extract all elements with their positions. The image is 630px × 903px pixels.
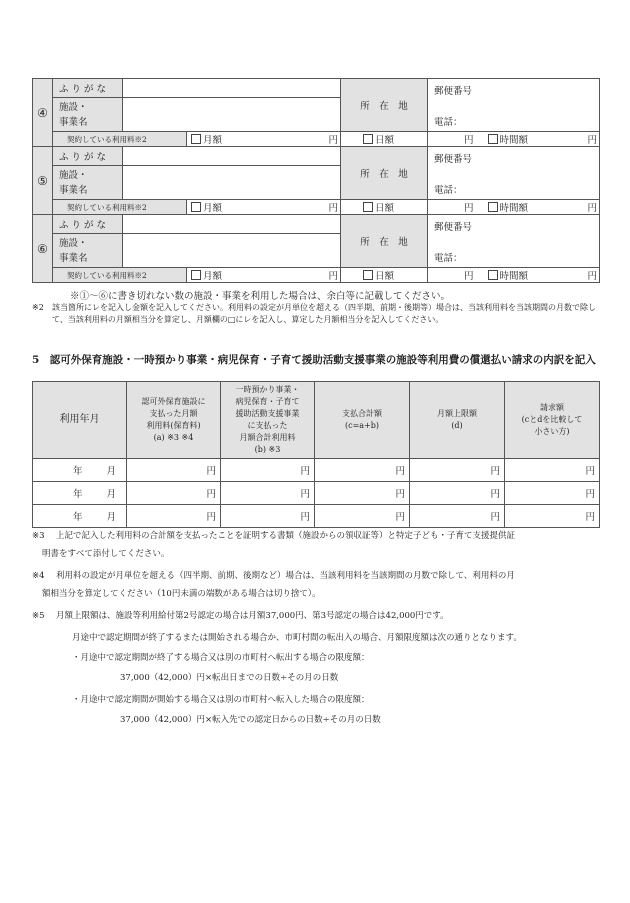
monthly-fee-cell[interactable]: 月額 円: [187, 200, 341, 215]
amount-cell[interactable]: [315, 505, 410, 528]
hourly-fee-cell[interactable]: 円 時間額 円: [428, 132, 600, 147]
notes: [32, 530, 602, 734]
contract-fee-label: 契約している利用料※2: [53, 200, 187, 215]
amount-cell[interactable]: [221, 482, 315, 505]
year-label: 年: [73, 512, 83, 523]
amount-cell[interactable]: [315, 459, 410, 482]
yen-label: 円: [300, 466, 310, 477]
yen-label: 円: [395, 466, 405, 477]
note-5-line1: 月額上限額は、施設等利用給付第2号認定の場合は月額37,000円、第3号認定の場合は42,000円です。: [56, 611, 449, 621]
furigana-input[interactable]: [123, 215, 341, 234]
facility-name-label: 施設・ 事業名: [53, 98, 123, 132]
note-4-line2: 額相当分を算定してください（10円未満の端数がある場合は切り捨て）。: [42, 589, 321, 599]
yen-label: 円: [300, 489, 310, 500]
facility-name-input[interactable]: [123, 166, 341, 200]
location-field[interactable]: [428, 215, 600, 268]
yen-label: 円: [395, 512, 405, 523]
column-header: 請求額 (cとdを比較して 小さい方): [505, 382, 600, 459]
hourly-checkbox[interactable]: [488, 270, 498, 280]
facility-name-input[interactable]: [123, 234, 341, 268]
yen-label: 円: [490, 512, 500, 523]
furigana-label: ふりがな: [53, 147, 123, 166]
note-4-mark: ※4: [32, 571, 45, 581]
monthly-checkbox[interactable]: [191, 134, 201, 144]
phone-label: 電話：: [434, 185, 463, 196]
amount-cell[interactable]: [410, 505, 505, 528]
month-label: 月: [106, 512, 117, 523]
furigana-label: ふりがな: [53, 215, 123, 234]
yen-label: 円: [395, 489, 405, 500]
yen-label: 円: [585, 466, 595, 477]
yen-label: 円: [490, 466, 500, 477]
note-2: [32, 302, 600, 326]
amount-cell[interactable]: [410, 482, 505, 505]
note-5-bullet1: ・月途中で認定期間が終了する場合又は別の市町村へ転出する場合の限度額：: [72, 653, 370, 663]
monthly-checkbox[interactable]: [191, 202, 201, 212]
note-5-mark: ※5: [32, 611, 45, 621]
location-label: 所 在 地: [341, 79, 428, 132]
contract-fee-label: 契約している利用料※2: [53, 268, 187, 283]
amount-cell[interactable]: [410, 459, 505, 482]
facility-name-label: 施設・ 事業名: [53, 166, 123, 200]
year-label: 年: [73, 466, 83, 477]
month-label: 月: [106, 489, 117, 500]
facility-number: ⑥: [33, 215, 53, 283]
year-month-cell[interactable]: [33, 482, 127, 505]
monthly-fee-cell[interactable]: 月額 円: [187, 268, 341, 283]
yen-label: 円: [206, 512, 216, 523]
note-3-line1: 上記で記入した利用料の合計額を支払ったことを証明する書類（施設からの領収証等）と特定子ども・子育て支援提供証: [56, 531, 516, 541]
amount-cell[interactable]: [221, 505, 315, 528]
daily-checkbox[interactable]: [363, 134, 373, 144]
location-field[interactable]: [428, 79, 600, 132]
note-5-formula1: 37,000（42,000）円×転出日までの日数÷その月の日数: [120, 673, 339, 683]
yen-label: 円: [206, 489, 216, 500]
hourly-checkbox[interactable]: [488, 134, 498, 144]
location-label: 所 在 地: [341, 215, 428, 268]
column-header: 支払合計額 (c=a+b): [315, 382, 410, 459]
monthly-checkbox[interactable]: [191, 270, 201, 280]
column-header: 一時預かり事業・ 病児保育・子育て 援助活動支援事業 に支払った 月額合計利用料 (b) ※3: [221, 382, 315, 459]
overflow-note: ※①～⑥に書き切れない数の施設・事業を利用した場合は、余白等に記載してください。: [70, 291, 451, 302]
year-month-cell[interactable]: [33, 505, 127, 528]
hourly-fee-cell[interactable]: 円 時間額 円: [428, 268, 600, 283]
facility-number: ⑤: [33, 147, 53, 215]
daily-fee-cell[interactable]: 日額: [341, 200, 428, 215]
yen-label: 円: [300, 512, 310, 523]
note-2-mark: ※2: [32, 303, 44, 312]
hourly-checkbox[interactable]: [488, 202, 498, 212]
note-5-line2: 月途中で認定期間が終了するまたは開始される場合か、市町村間の転出入の場合、月額限度額は次の通りとなります。: [72, 633, 522, 643]
amount-cell[interactable]: [505, 505, 600, 528]
hourly-fee-cell[interactable]: 円 時間額 円: [428, 200, 600, 215]
furigana-label: ふりがな: [53, 79, 123, 98]
daily-checkbox[interactable]: [363, 202, 373, 212]
location-field[interactable]: [428, 147, 600, 200]
note-5-bullet2: ・月途中で認定期間が開始する場合又は別の市町村へ転入した場合の限度額：: [72, 695, 370, 705]
yen-label: 円: [585, 512, 595, 523]
daily-fee-cell[interactable]: 日額: [341, 268, 428, 283]
facility-name-label: 施設・ 事業名: [53, 234, 123, 268]
amount-cell[interactable]: [127, 459, 221, 482]
amount-cell[interactable]: [127, 505, 221, 528]
year-label: 年: [73, 489, 83, 500]
table-row: [33, 482, 600, 505]
daily-checkbox[interactable]: [363, 270, 373, 280]
note-2-text: 該当箇所にレを記入し金額を記入してください。利用料の設定が月単位を超える（四半期、前期・後期等）場合は、当該利用料を当該期間の月数で除して、当該利用料の月額相当分を算定し、月額欄の□にレを記入し、算定した月額相当分を記入してください。: [52, 303, 596, 324]
column-header: 利用年月: [33, 382, 127, 459]
yen-label: 円: [206, 466, 216, 477]
table-row: [33, 505, 600, 528]
postal-code-label: 郵便番号: [434, 154, 473, 165]
year-month-cell[interactable]: [33, 459, 127, 482]
amount-cell[interactable]: [221, 459, 315, 482]
amount-cell[interactable]: [315, 482, 410, 505]
location-label: 所 在 地: [341, 147, 428, 200]
column-header: 認可外保育施設に 支払った月額 利用料(保育料) (a) ※3 ※4: [127, 382, 221, 459]
yen-label: 円: [585, 489, 595, 500]
section-5-heading: 5 認可外保育施設・一時預かり事業・病児保育・子育て援助活動支援事業の施設等利用費の償還払い請求の内訳を記入: [32, 354, 596, 366]
phone-label: 電話：: [434, 253, 463, 264]
table-row: [33, 459, 600, 482]
column-header: 月額上限額 (d): [410, 382, 505, 459]
contract-fee-label: 契約している利用料※2: [53, 132, 187, 147]
postal-code-label: 郵便番号: [434, 222, 473, 233]
yen-label: 円: [490, 489, 500, 500]
note-4-line1: 利用料の設定が月単位を超える（四半期、前期、後期など）場合は、当該利用料を当該期間の月数で除して、利用料の月: [56, 571, 515, 581]
amount-cell[interactable]: [127, 482, 221, 505]
furigana-input[interactable]: [123, 147, 341, 166]
furigana-input[interactable]: [123, 79, 341, 98]
amount-cell[interactable]: [505, 482, 600, 505]
facility-table: [32, 78, 600, 283]
postal-code-label: 郵便番号: [434, 86, 473, 97]
note-3-line2: 明書をすべて添付してください。: [42, 549, 170, 559]
note-5-formula2: 37,000（42,000）円×転入先での認定日からの日数÷その月の日数: [120, 715, 381, 725]
note-3-mark: ※3: [32, 531, 45, 541]
facility-name-input[interactable]: [123, 98, 341, 132]
month-label: 月: [106, 466, 117, 477]
phone-label: 電話：: [434, 117, 463, 128]
monthly-fee-cell[interactable]: 月額 円: [187, 132, 341, 147]
reimbursement-table: [32, 381, 600, 528]
facility-number: ④: [33, 79, 53, 147]
amount-cell[interactable]: [505, 459, 600, 482]
daily-fee-cell[interactable]: 日額: [341, 132, 428, 147]
